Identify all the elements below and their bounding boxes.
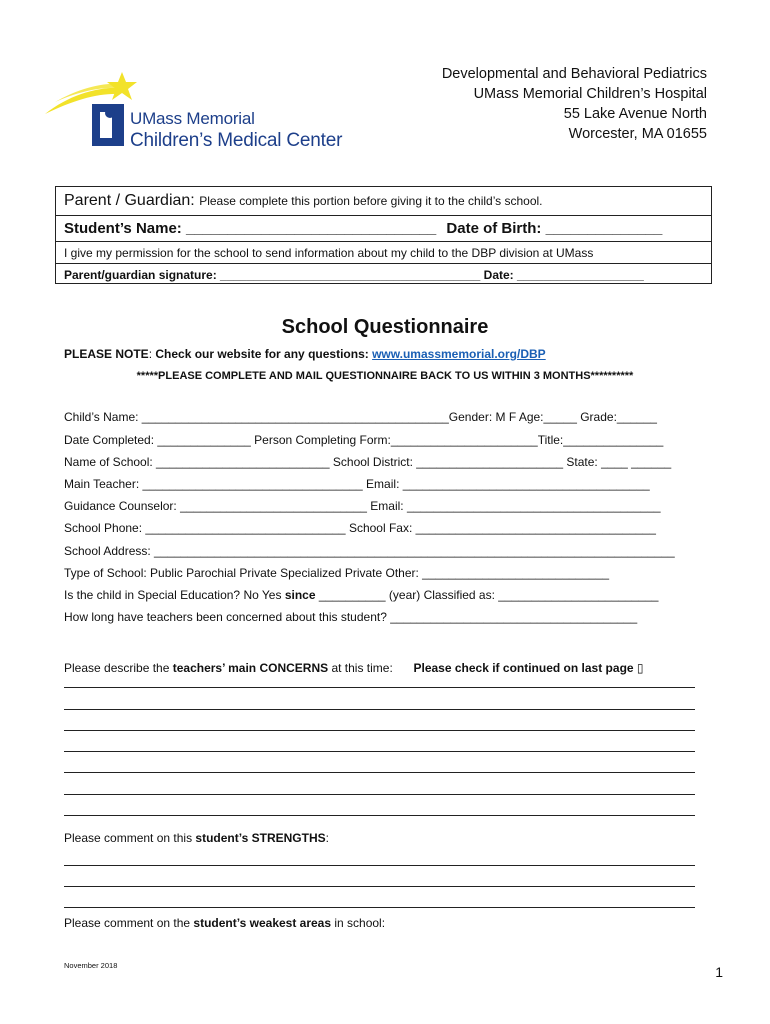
school-phone-field[interactable]: School Phone: ______________________________ School Fax: ____________________________________	[64, 521, 656, 535]
main-teacher-field[interactable]: Main Teacher: _________________________________ Email: _____________________________________	[64, 477, 650, 491]
consent-instruction: Please complete this portion before giving it to the child’s school.	[199, 194, 543, 208]
strengths-suffix: :	[325, 831, 329, 845]
answer-line[interactable]	[64, 794, 695, 795]
page-number: 1	[715, 964, 723, 980]
page-title: School Questionnaire	[281, 316, 489, 338]
answer-line[interactable]	[64, 772, 695, 773]
special-ed-since: since	[284, 588, 316, 602]
special-ed-question: Is the child in Special Education? No Yes	[64, 588, 285, 602]
answer-line[interactable]	[64, 886, 695, 887]
box-divider	[55, 241, 712, 242]
please-note: PLEASE NOTE: Check our website for any questions: www.umassmemorial.org/DBP	[64, 347, 546, 361]
permission-text: I give my permission for the school to send information about my child to the DBP division at UMass	[64, 246, 594, 260]
continued-checkbox[interactable]: ▯	[636, 661, 644, 675]
weak-areas-prompt	[64, 916, 385, 930]
school-name-field[interactable]: Name of School: __________________________ School District: ______________________ State: ____ ______	[64, 455, 672, 469]
revision-date: November 2018	[64, 961, 118, 970]
strengths-bold: student’s STRENGTHS	[195, 831, 326, 845]
answer-line[interactable]	[64, 687, 695, 688]
school-type-field[interactable]: Type of School: Public Parochial Private Specialized Private Other: ____________________________	[64, 566, 610, 580]
strengths-prompt	[64, 831, 329, 845]
consent-heading-row	[64, 192, 543, 210]
special-education-field[interactable]	[64, 588, 658, 602]
address-line: 55 Lake Avenue North	[563, 106, 707, 122]
mail-notice: *****PLEASE COMPLETE AND MAIL QUESTIONNAIRE BACK TO US WITHIN 3 MONTHS**********	[136, 370, 634, 382]
answer-line[interactable]	[64, 709, 695, 710]
address-line: Worcester, MA 01655	[568, 126, 707, 142]
date-completed-field[interactable]: Date Completed: ______________ Person Completing Form:______________________Title:_______________	[64, 433, 664, 447]
note-prefix: PLEASE NOTE	[64, 347, 149, 361]
student-name-row	[64, 220, 662, 237]
box-divider	[55, 263, 712, 264]
strengths-prefix: Please comment on this	[64, 831, 196, 845]
answer-line[interactable]	[64, 730, 695, 731]
department-address	[442, 64, 707, 144]
dob-field[interactable]: Date of Birth: ______________	[446, 220, 663, 237]
box-divider	[55, 215, 712, 216]
special-ed-rest: __________ (year) Classified as: ________________________	[315, 588, 659, 602]
answer-line[interactable]	[64, 815, 695, 816]
concerns-suffix: at this time:	[328, 661, 393, 675]
weak-bold: student’s weakest areas	[193, 916, 332, 930]
concerns-prompt	[64, 661, 644, 675]
address-line: Developmental and Behavioral Pediatrics	[441, 66, 707, 82]
concerns-prefix: Please describe the	[64, 661, 173, 675]
guidance-counselor-field[interactable]: Guidance Counselor: ____________________________ Email: ______________________________________	[64, 499, 661, 513]
answer-line[interactable]	[64, 907, 695, 908]
concerns-bold: teachers’ main CONCERNS	[172, 661, 329, 675]
weak-prefix: Please comment on the	[64, 916, 194, 930]
signature-date-field[interactable]: Date: ___________________	[483, 268, 644, 282]
weak-suffix: in school:	[331, 916, 386, 930]
consent-heading: Parent / Guardian:	[64, 192, 195, 209]
logo-line-2: Children’s Medical Center	[130, 130, 343, 151]
concern-duration-field[interactable]: How long have teachers been concerned about this student? _____________________________________	[64, 610, 638, 624]
address-line: UMass Memorial Children’s Hospital	[473, 86, 707, 102]
student-name-field[interactable]: Student’s Name: ______________________________	[64, 220, 437, 237]
note-text: Check our website for any questions:	[155, 347, 369, 361]
signature-field[interactable]: Parent/guardian signature: _______________________________________	[64, 268, 481, 282]
answer-line[interactable]	[64, 751, 695, 752]
website-link[interactable]: www.umassmemorial.org/DBP	[372, 347, 546, 361]
child-name-field[interactable]: Child’s Name: ______________________________________________Gender: M F Age:_____ Grade:______	[64, 410, 657, 424]
school-address-field[interactable]: School Address: ______________________________________________________________________________	[64, 544, 675, 558]
continued-check-label: Please check if continued on last page	[413, 661, 637, 675]
answer-line[interactable]	[64, 865, 695, 866]
signature-row	[64, 268, 644, 282]
logo-line-1: UMass Memorial	[130, 109, 255, 128]
